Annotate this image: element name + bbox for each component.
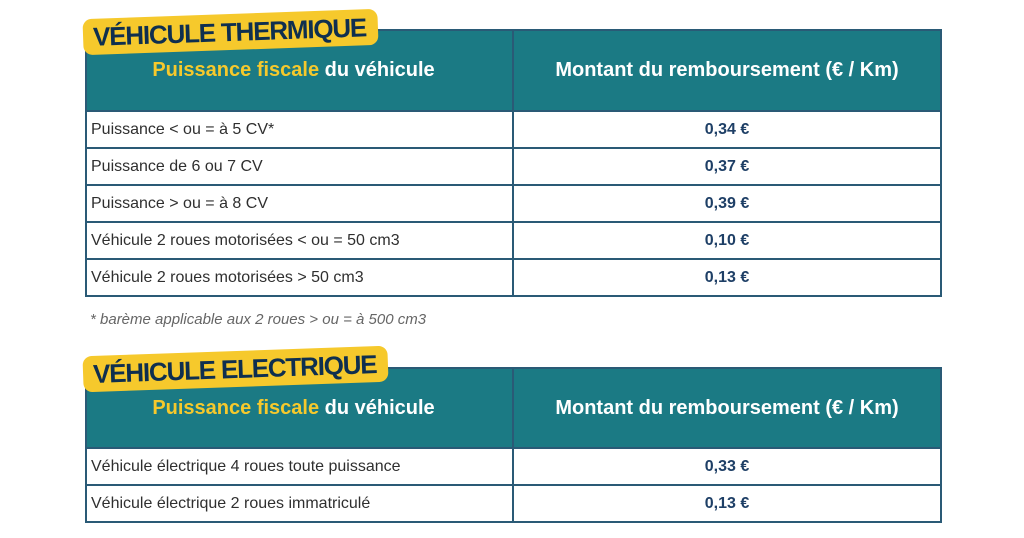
row-label: Véhicule 2 roues motorisées < ou = 50 cm3: [86, 222, 513, 259]
thermique-header-power-rest: du véhicule: [319, 59, 435, 81]
row-amount: 0,13 €: [513, 259, 941, 296]
row-amount: 0,10 €: [513, 222, 941, 259]
row-label: Véhicule électrique 4 roues toute puissance: [86, 448, 513, 485]
row-amount: 0,37 €: [513, 148, 941, 185]
row-amount: 0,33 €: [513, 448, 941, 485]
table-row: [86, 448, 941, 485]
thermique-header-power-accent: Puissance fiscale: [152, 59, 320, 81]
row-amount: 0,34 €: [513, 111, 941, 148]
thermique-tag-label: VÉHICULE THERMIQUE: [92, 12, 367, 52]
electrique-header-power-rest: du véhicule: [319, 396, 435, 419]
thermique-table: [85, 29, 942, 297]
electrique-header-amount: Montant du remboursement (€ / Km): [513, 368, 941, 448]
table-row: [86, 222, 941, 259]
table-row: [86, 111, 941, 148]
thermique-footnote: * barème applicable aux 2 roues > ou = à 500 cm3: [90, 311, 427, 328]
thermique-header-amount: Montant du remboursement (€ / Km): [513, 30, 941, 111]
row-amount: 0,13 €: [513, 485, 941, 522]
electrique-tag-label: VÉHICULE ELECTRIQUE: [92, 349, 377, 389]
row-label: Véhicule électrique 2 roues immatriculé: [86, 485, 513, 522]
electrique-table: [85, 367, 942, 523]
table-row: [86, 259, 941, 296]
row-amount: 0,39 €: [513, 185, 941, 222]
thermique-section: [85, 0, 940, 310]
electrique-section: [85, 340, 940, 535]
table-row: [86, 485, 941, 522]
row-label: Véhicule 2 roues motorisées > 50 cm3: [86, 259, 513, 296]
table-row: [86, 185, 941, 222]
row-label: Puissance de 6 ou 7 CV: [86, 148, 513, 185]
row-label: Puissance > ou = à 8 CV: [86, 185, 513, 222]
table-row: [86, 148, 941, 185]
electrique-header-power-accent: Puissance fiscale: [152, 396, 320, 419]
row-label: Puissance < ou = à 5 CV*: [86, 111, 513, 148]
